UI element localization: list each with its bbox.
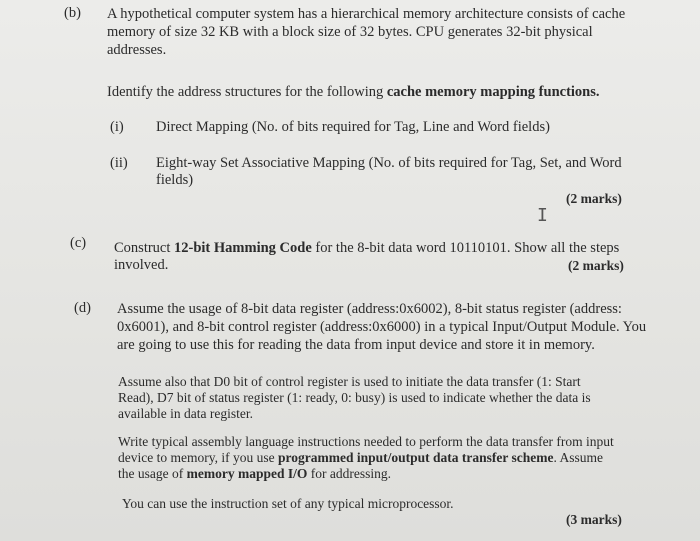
- item-i-text: Direct Mapping (No. of bits required for Tag, Line and Word fields): [156, 119, 550, 135]
- question-d-p2-line-2: Read), D7 bit of status register (1: ready, 0: busy) is used to indicate whether the data is: [118, 390, 591, 405]
- question-b-line-2: memory of size 32 KB with a block size of 32 bytes. CPU generates 32-bit physical: [107, 24, 593, 40]
- item-ii-line-2: fields): [156, 172, 194, 188]
- question-b-label: (b): [64, 5, 81, 21]
- p3-line3-post: for addressing.: [307, 466, 391, 481]
- question-d-p1-line-2: 0x6001), and 8-bit control register (address:0x6000) in a typical Input/Output Module. You: [117, 319, 647, 335]
- question-d-p3-line-2: [118, 450, 603, 466]
- question-c-text-pre: Construct: [114, 240, 175, 256]
- question-d-marks: (3 marks): [566, 512, 622, 527]
- p3-line3-pre: the usage of: [118, 466, 187, 481]
- question-c-bold: 12-bit Hamming Code: [174, 240, 312, 256]
- item-ii-line-1: Eight-way Set Associative Mapping (No. of bits required for Tag, Set, and Word: [156, 155, 622, 171]
- question-c-text-post: for the 8-bit data word 10110101. Show all the steps: [311, 240, 620, 256]
- question-d-label: (d): [74, 300, 91, 316]
- p3-line2-pre: device to memory, if you use: [118, 450, 278, 465]
- question-b-line-1: A hypothetical computer system has a hierarchical memory architecture consists of cache: [107, 6, 626, 22]
- question-b-identify: [107, 84, 600, 101]
- question-c-marks: (2 marks): [568, 258, 624, 273]
- question-b-marks: (2 marks): [566, 191, 622, 206]
- identify-text: Identify the address structures for the following: [107, 84, 387, 100]
- question-d-p1-line-1: Assume the usage of 8-bit data register (address:0x6002), 8-bit status register (address:: [117, 301, 622, 317]
- question-d-p2-line-3: available in data register.: [118, 406, 253, 421]
- identify-bold-text: cache memory mapping functions.: [386, 84, 600, 100]
- p3-line2-post: . Assume: [553, 450, 603, 465]
- question-d-p3-line-3: [118, 466, 391, 482]
- question-c-line-1: [114, 240, 619, 257]
- p3-line2-bold: programmed input/output data transfer scheme: [277, 450, 554, 465]
- question-d-p3-line-1: Write typical assembly language instructions needed to perform the data transfer from input: [118, 434, 614, 449]
- text-cursor-icon: I: [537, 205, 548, 226]
- item-ii-label: (ii): [110, 155, 128, 171]
- question-d-p4: You can use the instruction set of any typical microprocessor.: [122, 496, 454, 511]
- question-c-line-2: involved.: [114, 257, 169, 273]
- item-i-label: (i): [110, 119, 124, 135]
- p3-line3-bold: memory mapped I/O: [186, 466, 308, 481]
- question-c-label: (c): [70, 235, 87, 251]
- question-d-p2-line-1: Assume also that D0 bit of control register is used to initiate the data transfer (1: Start: [118, 374, 581, 389]
- question-b-line-3: addresses.: [107, 42, 167, 58]
- question-d-p1-line-3: are going to use this for reading the data from input device and store it in memory.: [117, 337, 595, 353]
